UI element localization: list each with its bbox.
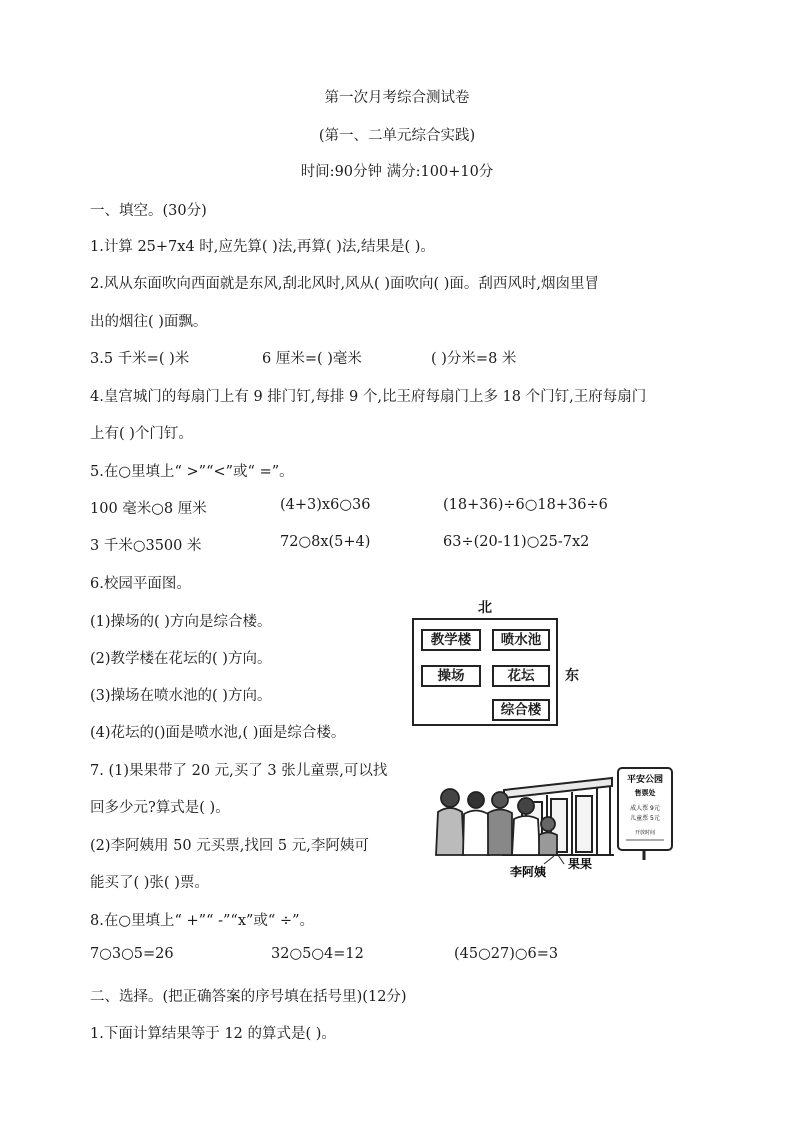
question-8-item: 7○3○5=26 [90, 946, 174, 962]
page-subtitle: (第一、二单元综合实践) [318, 128, 476, 144]
east-label: 东 [565, 668, 579, 684]
label-aunt-li: 李阿姨 [509, 865, 547, 879]
sign-child-price: 儿童票 5元 [630, 815, 660, 822]
question-5-item: (4+3)x6○36 [280, 497, 371, 513]
question-6-part-1: (1)操场的( )方向是综合楼。 [90, 614, 272, 630]
question-5: 5.在○里填上“ >”“<”或“ =”。 [90, 464, 294, 480]
section-heading-fill: 一、填空。(30分) [90, 203, 207, 219]
sign-ticket-office: 售票处 [634, 789, 656, 797]
question-3-part-a: 3.5 千米=( )米 [90, 351, 190, 367]
question-3-part-b: 6 厘米=( )毫米 [262, 351, 362, 367]
question-7-part-1-line-2: 回多少元?算式是( )。 [90, 800, 230, 816]
question-2-line-1: 2.风从东面吹向西面就是东风,刮北风时,风从( )面吹向( )面。刮西风时,烟囱里冒 [90, 276, 600, 292]
question-6-part-4: (4)花坛的()面是喷水池,( )面是综合楼。 [90, 725, 346, 741]
question-7-part-1-line-1: 7. (1)果果带了 20 元,买了 3 张儿童票,可以找 [90, 763, 388, 779]
building-playground: 操场 [421, 665, 481, 687]
question-6-part-3: (3)操场在喷水池的( )方向。 [90, 688, 272, 704]
question-7-part-2-line-2: 能买了( )张( )票。 [90, 875, 209, 891]
question-3-part-c: ( )分米=8 米 [431, 351, 517, 367]
question-5-item: (18+36)÷6○18+36÷6 [443, 497, 608, 513]
campus-map [412, 618, 558, 726]
north-label: 北 [478, 600, 492, 616]
page-title: 第一次月考综合测试卷 [324, 90, 470, 106]
sign-park-name: 平安公园 [626, 775, 664, 785]
label-guoguo: 果果 [567, 857, 593, 871]
question-4-line-1: 4.皇宫城门的每扇门上有 9 排门钉,每排 9 个,比王府每扇门上多 18 个门钉,王府每扇门 [90, 389, 647, 405]
building-teaching: 教学楼 [421, 629, 481, 651]
question-8-item: (45○27)○6=3 [454, 946, 559, 962]
people-group [436, 789, 557, 855]
choice-question-1: 1.下面计算结果等于 12 的算式是( )。 [90, 1026, 336, 1042]
park-ticket-illustration [432, 760, 724, 880]
question-5-item: 100 毫米○8 厘米 [90, 501, 207, 517]
building-flowerbed: 花坛 [492, 665, 550, 687]
question-1: 1.计算 25+7x4 时,应先算( )法,再算( )法,结果是( )。 [90, 239, 435, 255]
question-5-item: 3 千米○3500 米 [90, 538, 202, 554]
question-6-part-2: (2)教学楼在花坛的( )方向。 [90, 651, 272, 667]
building-fountain: 喷水池 [492, 629, 550, 651]
exam-meta: 时间:90分钟 满分:100+10分 [300, 164, 494, 180]
question-7-part-2-line-1: (2)李阿姨用 50 元买票,找回 5 元,李阿姨可 [90, 838, 369, 854]
building-complex: 综合楼 [492, 699, 550, 721]
question-6: 6.校园平面图。 [90, 576, 191, 592]
section-heading-choice: 二、选择。(把正确答案的序号填在括号里)(12分) [90, 989, 407, 1005]
sign-adult-price: 成人票 9元 [630, 805, 660, 812]
sign-hours: 开放时间 [634, 830, 656, 836]
question-8: 8.在○里填上“ +”“ -”“x”或“ ÷”。 [90, 913, 314, 929]
question-2-line-2: 出的烟往( )面飘。 [90, 314, 208, 330]
question-5-item: 63÷(20-11)○25-7x2 [443, 534, 590, 550]
question-4-line-2: 上有( )个门钉。 [90, 426, 193, 442]
question-5-item: 72○8x(5+4) [280, 534, 371, 550]
question-8-item: 32○5○4=12 [271, 946, 364, 962]
